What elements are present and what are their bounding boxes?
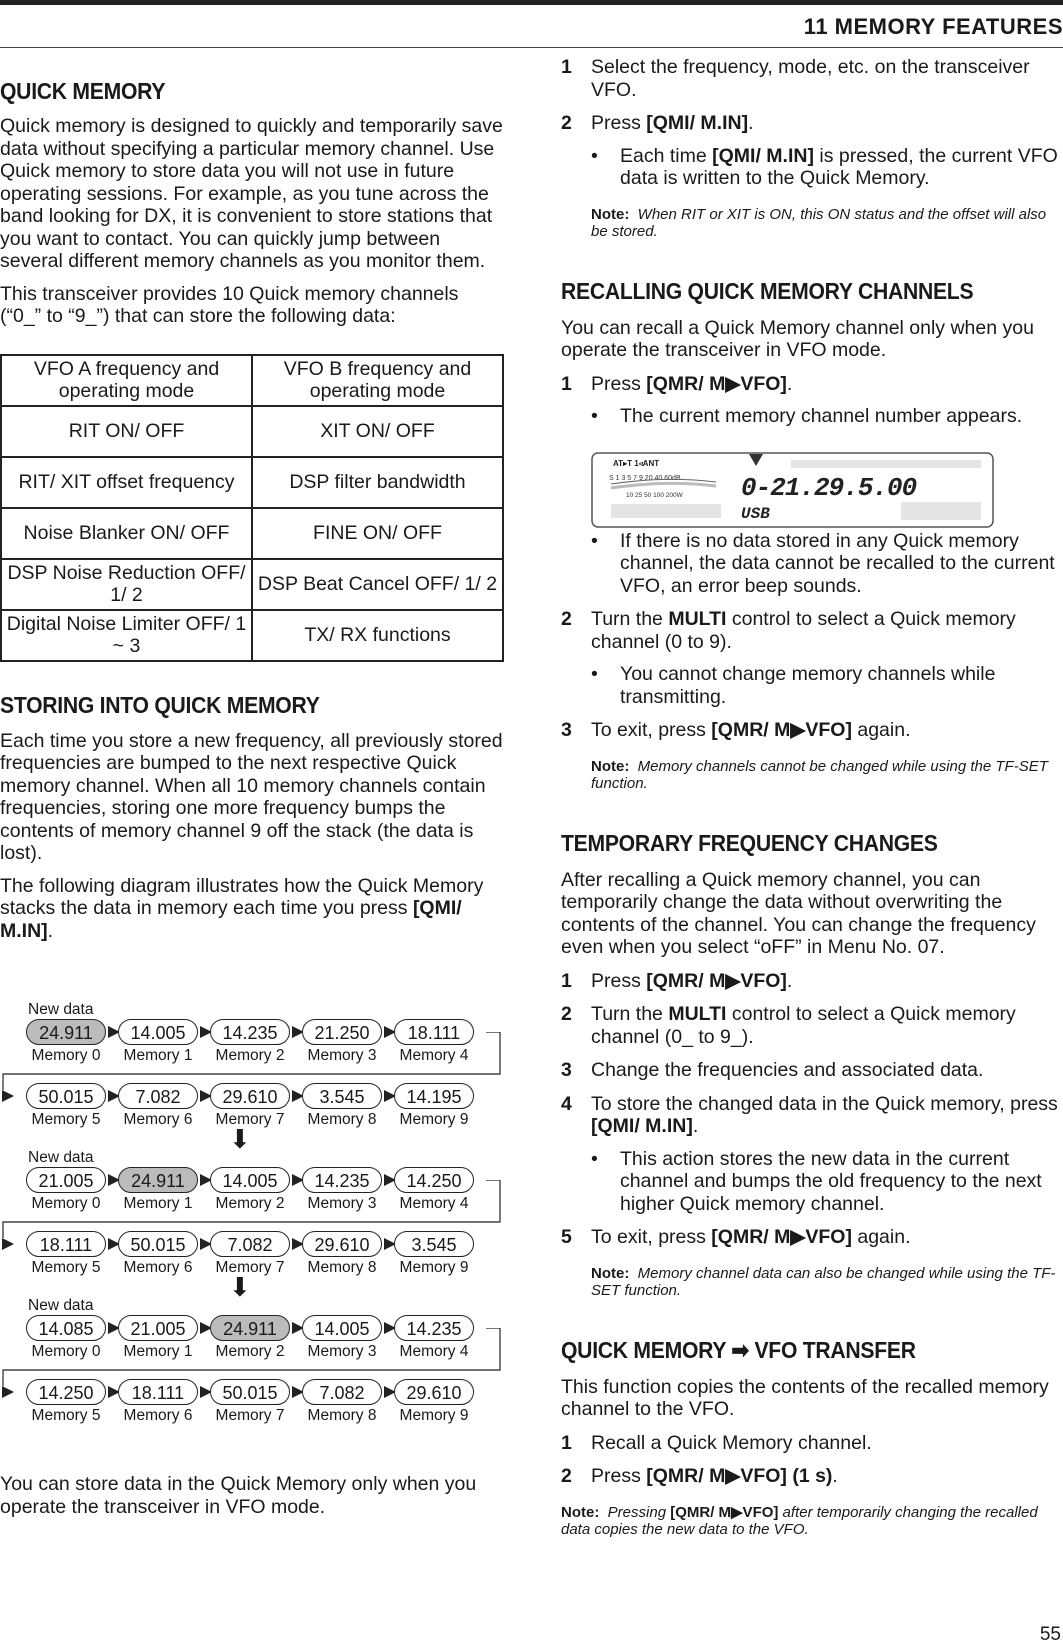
step-number: 1 (561, 372, 572, 395)
memory-value: 50.015 (118, 1231, 198, 1257)
quick-memory-stack-diagram (0, 1001, 505, 1450)
text: The current memory channel number appears. (620, 405, 1023, 427)
text: The following diagram illustrates how the Quick Memory stacks the data in memory each time you press (0, 874, 484, 919)
table-cell: Digital Noise Limiter OFF/ 1 ~ 3 (1, 610, 252, 661)
memory-value: 21.250 (302, 1019, 382, 1045)
step-number: 1 (561, 56, 572, 78)
note-label: Note: (591, 205, 630, 223)
memory-value: 3.545 (394, 1231, 474, 1257)
section-title-transfer: QUICK MEMORY ➡ VFO TRANSFER (561, 1336, 916, 1363)
memory-label: Memory 7 (215, 1259, 285, 1276)
step (561, 1003, 1061, 1048)
table-cell: VFO A frequency and operating mode (1, 355, 252, 406)
step-number: 1 (561, 1431, 572, 1454)
memory-value: 14.235 (394, 1315, 474, 1341)
new-data-label: New data (28, 1149, 94, 1166)
memory-value: 14.005 (210, 1167, 290, 1193)
lcd-scale: S 1 3 5 7 9 20 40 60dB (609, 475, 681, 482)
bullet-dot: • (591, 405, 598, 427)
memory-value: 21.005 (26, 1167, 106, 1193)
lcd-ant: AT▸T 1◃ANT (613, 459, 660, 468)
text: is pressed, the current VFO data is written to the Quick Memory. (620, 144, 1058, 189)
next-step-arrow-icon: ⬇ (229, 1124, 251, 1154)
memory-label: Memory 7 (215, 1407, 285, 1424)
memory-label: Memory 3 (307, 1047, 377, 1064)
lcd-pwr-scale: 10 25 50 100 200W (626, 492, 683, 499)
memory-label: Memory 1 (123, 1047, 193, 1064)
step (561, 970, 1061, 993)
wrap-connector (0, 1328, 505, 1408)
next-step-arrow-icon: ⬇ (229, 1272, 251, 1302)
memory-label: Memory 0 (31, 1047, 101, 1064)
memory-label: Memory 4 (399, 1195, 469, 1212)
bullet (561, 405, 1061, 428)
memory-value: 18.111 (26, 1231, 106, 1257)
text: . (692, 1115, 699, 1137)
memory-label: Memory 9 (399, 1407, 469, 1424)
note-label: Note: (591, 757, 630, 775)
memory-label: Memory 3 (307, 1343, 377, 1360)
multi-control: MULTI (668, 1003, 727, 1025)
memory-label: Memory 2 (215, 1195, 285, 1212)
bullet-dot: • (591, 663, 598, 685)
step (561, 1059, 1061, 1082)
step (561, 719, 1061, 742)
memory-label: Memory 5 (31, 1407, 101, 1424)
memory-label: Memory 8 (307, 1111, 377, 1128)
memory-value: 24.911 (118, 1167, 198, 1193)
memory-value: 7.082 (210, 1231, 290, 1257)
bullet (561, 530, 1061, 598)
memory-value: 14.235 (302, 1167, 382, 1193)
table-cell: XIT ON/ OFF (252, 406, 503, 457)
key-qmr: [QMR/ M▶VFO] (646, 969, 787, 992)
text: control to select a Quick memory channel (0 to 9). (591, 608, 1016, 653)
text: To store the changed data in the Quick memory, press (591, 1092, 1058, 1115)
text: This action stores the new data in the current channel and bumps the old frequency to the next higher Quick memory channel. (620, 1147, 1042, 1215)
step-number: 3 (561, 719, 572, 741)
note-text: When RIT or XIT is ON, this ON status and the offset will also be stored. (591, 205, 1047, 240)
memory-value: 14.250 (394, 1167, 474, 1193)
memory-label: Memory 9 (399, 1111, 469, 1128)
text: Turn the (591, 608, 669, 630)
table-cell: DSP filter bandwidth (252, 457, 503, 508)
table-cell: Noise Blanker ON/ OFF (1, 508, 252, 559)
memory-label: Memory 5 (31, 1259, 101, 1276)
step (561, 1465, 1061, 1488)
text: . (748, 112, 754, 134)
step-number: 2 (561, 112, 572, 134)
step-number: 1 (561, 969, 572, 992)
top-rule (0, 0, 1063, 5)
text: To exit, press (591, 1226, 712, 1248)
text: . (786, 372, 793, 395)
temp-paragraph: After recalling a Quick memory channel, you can temporarily change the data without overwriting the contents of the channel. You can change the frequency even when you select “oFF” in Menu No. 07. (561, 868, 1036, 958)
memory-label: Memory 6 (123, 1407, 193, 1424)
memory-value: 18.111 (118, 1379, 198, 1405)
bullet (561, 1148, 1061, 1216)
memory-label: Memory 2 (215, 1047, 285, 1064)
bullet-dot: • (591, 144, 598, 167)
memory-label: Memory 0 (31, 1343, 101, 1360)
note-text: after temporarily changing the recalled data copies the new data to the VFO. (561, 1503, 1038, 1538)
memory-label: Memory 4 (399, 1047, 469, 1064)
page-number: 55 (1039, 1624, 1061, 1645)
section-title-temporary: TEMPORARY FREQUENCY CHANGES (561, 829, 938, 856)
text: . (47, 919, 54, 942)
memory-label: Memory 5 (31, 1111, 101, 1128)
step (561, 373, 1061, 396)
text: control to select a Quick memory channel (0_ to 9_). (591, 1003, 1016, 1048)
table-cell: DSP Beat Cancel OFF/ 1/ 2 (252, 559, 503, 610)
text: Each time (620, 144, 713, 167)
text: You cannot change memory channels while transmitting. (620, 663, 996, 708)
wrap-connector (0, 1180, 505, 1260)
memory-value: 24.911 (210, 1315, 290, 1341)
storing-paragraph-2 (0, 875, 505, 943)
memory-label: Memory 1 (123, 1195, 193, 1212)
note (561, 1504, 1061, 1538)
table-cell: RIT ON/ OFF (1, 406, 252, 457)
text: Turn the (591, 1003, 669, 1025)
memory-label: Memory 3 (307, 1195, 377, 1212)
text: If there is no data stored in any Quick memory channel, the data cannot be recalled to the current VFO, an error beep sounds. (620, 529, 1055, 597)
key-qmr: [QMR/ M▶VFO] (646, 372, 787, 395)
key-qmi: [QMI/ M.IN] (0, 897, 462, 942)
key-qmi: [QMI/ M.IN] (646, 112, 749, 134)
note-text: Memory channel data can also be changed while using the TF-SET function. (591, 1264, 1056, 1299)
text: . (786, 969, 793, 992)
memory-label: Memory 4 (399, 1343, 469, 1360)
lcd-ghost-segments (611, 504, 721, 518)
memory-value: 29.610 (302, 1231, 382, 1257)
note (561, 206, 1061, 240)
table-cell: VFO B frequency and operating mode (252, 355, 503, 406)
section-title-storing: STORING INTO QUICK MEMORY (0, 691, 320, 718)
step-number: 2 (561, 608, 572, 630)
memory-label: Memory 2 (215, 1343, 285, 1360)
multi-control: MULTI (668, 608, 727, 630)
step-number: 2 (561, 1465, 572, 1487)
note-text: Memory channels cannot be changed while using the TF-SET function. (591, 757, 1048, 792)
recall-paragraph: You can recall a Quick Memory channel only when you operate the transceiver in VFO mode. (561, 316, 1034, 361)
note-label: Note: (561, 1503, 600, 1521)
note-text: Pressing (607, 1503, 671, 1521)
header-rule (0, 47, 1063, 48)
step (561, 1432, 1061, 1455)
intro-paragraph-1: Quick memory is designed to quickly and temporarily save data without specifying a particular memory channel. Use Quick memory to store data you will not use in future operating sessions. For example, as you tune across the band looking for DX, it is convenient to store stations that you want to contact. You can quickly jump between several different memory channels as you monitor them. (0, 115, 503, 272)
memory-value: 50.015 (210, 1379, 290, 1405)
new-data-label: New data (28, 1001, 94, 1018)
memory-value: 7.082 (118, 1083, 198, 1109)
text: Press (591, 372, 647, 395)
memory-value: 14.195 (394, 1083, 474, 1109)
memory-value: 18.111 (394, 1019, 474, 1045)
memory-value: 7.082 (302, 1379, 382, 1405)
lcd-ghost-segments (791, 460, 981, 468)
step (561, 1093, 1061, 1138)
memory-value: 29.610 (394, 1379, 474, 1405)
left-column (0, 78, 505, 942)
key-qmi: [QMI/ M.IN] (591, 1115, 693, 1137)
step-number: 4 (561, 1092, 572, 1115)
key-qmr-long: [QMR/ M▶VFO] (1 s) (646, 1465, 833, 1487)
bullet (561, 663, 1061, 708)
note (561, 758, 1061, 792)
key-qmr: [QMR/ M▶VFO] (711, 1226, 852, 1248)
memory-label: Memory 6 (123, 1111, 193, 1128)
memory-label: Memory 0 (31, 1195, 101, 1212)
text: Press (591, 969, 647, 992)
table-cell: RIT/ XIT offset frequency (1, 457, 252, 508)
stored-data-table (0, 354, 504, 662)
storing-paragraph-1: Each time you store a new frequency, all previously stored frequencies are bumped to the next respective Quick memory channel. When all 10 memory channels contain frequencies, storing one more frequency bumps the contents of memory channel 9 off the stack (the data is lost). (0, 729, 503, 864)
wrap-connector (0, 1032, 505, 1112)
lcd-frequency: 0-21.29.5.00 (741, 473, 917, 503)
memory-label: Memory 1 (123, 1343, 193, 1360)
memory-value: 50.015 (26, 1083, 106, 1109)
section-title-quick-memory: QUICK MEMORY (0, 78, 166, 104)
note-label: Note: (591, 1264, 630, 1282)
step-number: 2 (561, 1003, 572, 1025)
memory-label: Memory 9 (399, 1259, 469, 1276)
memory-value: 14.235 (210, 1019, 290, 1045)
note (561, 1265, 1061, 1299)
closing-paragraph: You can store data in the Quick Memory only when you operate the transceiver in VFO mode. (0, 1473, 477, 1518)
memory-value: 14.005 (302, 1315, 382, 1341)
memory-value: 24.911 (26, 1019, 106, 1045)
step-number: 3 (561, 1059, 572, 1081)
table-cell: FINE ON/ OFF (252, 508, 503, 559)
text: again. (851, 719, 911, 741)
text: To exit, press (591, 719, 712, 741)
text: . (832, 1465, 838, 1487)
right-column (561, 56, 1061, 1538)
memory-label: Memory 7 (215, 1111, 285, 1128)
memory-value: 14.250 (26, 1379, 106, 1405)
memory-value: 29.610 (210, 1083, 290, 1109)
bullet-dot: • (591, 529, 598, 552)
text: Press (591, 1465, 647, 1487)
lcd-mode: USB (741, 505, 770, 523)
step-number: 5 (561, 1226, 572, 1248)
bullet-dot: • (591, 1147, 598, 1170)
text: Press (591, 112, 647, 134)
step (561, 112, 1061, 135)
step (561, 56, 1061, 101)
key-qmr: [QMR/ M▶VFO] (711, 719, 852, 741)
step (561, 1226, 1061, 1249)
new-data-label: New data (28, 1297, 94, 1314)
intro-paragraph-2: This transceiver provides 10 Quick memory channels (“0_” to “9_”) that can store the following data: (0, 282, 459, 327)
table-cell: DSP Noise Reduction OFF/ 1/ 2 (1, 559, 252, 610)
section-title-recall: RECALLING QUICK MEMORY CHANNELS (561, 277, 974, 304)
lcd-ghost-segments (901, 502, 981, 520)
memory-label: Memory 6 (123, 1259, 193, 1276)
text: Change the frequencies and associated data. (591, 1059, 984, 1081)
text: again. (851, 1226, 911, 1248)
key-qmi: [QMI/ M.IN] (712, 144, 814, 167)
transfer-paragraph: This function copies the contents of the recalled memory channel to the VFO. (561, 1375, 1049, 1420)
memory-value: 14.085 (26, 1315, 106, 1341)
key-qmr: [QMR/ M▶VFO] (670, 1503, 779, 1521)
memory-value: 21.005 (118, 1315, 198, 1341)
memory-label: Memory 8 (307, 1259, 377, 1276)
memory-label: Memory 8 (307, 1407, 377, 1424)
lcd-display-illustration (591, 452, 994, 528)
memory-value: 3.545 (302, 1083, 382, 1109)
step (561, 608, 1061, 653)
step-text: Select the frequency, mode, etc. on the transceiver VFO. (591, 56, 1030, 101)
memory-value: 14.005 (118, 1019, 198, 1045)
bullet (561, 145, 1061, 190)
chapter-header: 11 MEMORY FEATURES (803, 14, 1063, 39)
text: Recall a Quick Memory channel. (591, 1431, 872, 1454)
table-cell: TX/ RX functions (252, 610, 503, 661)
